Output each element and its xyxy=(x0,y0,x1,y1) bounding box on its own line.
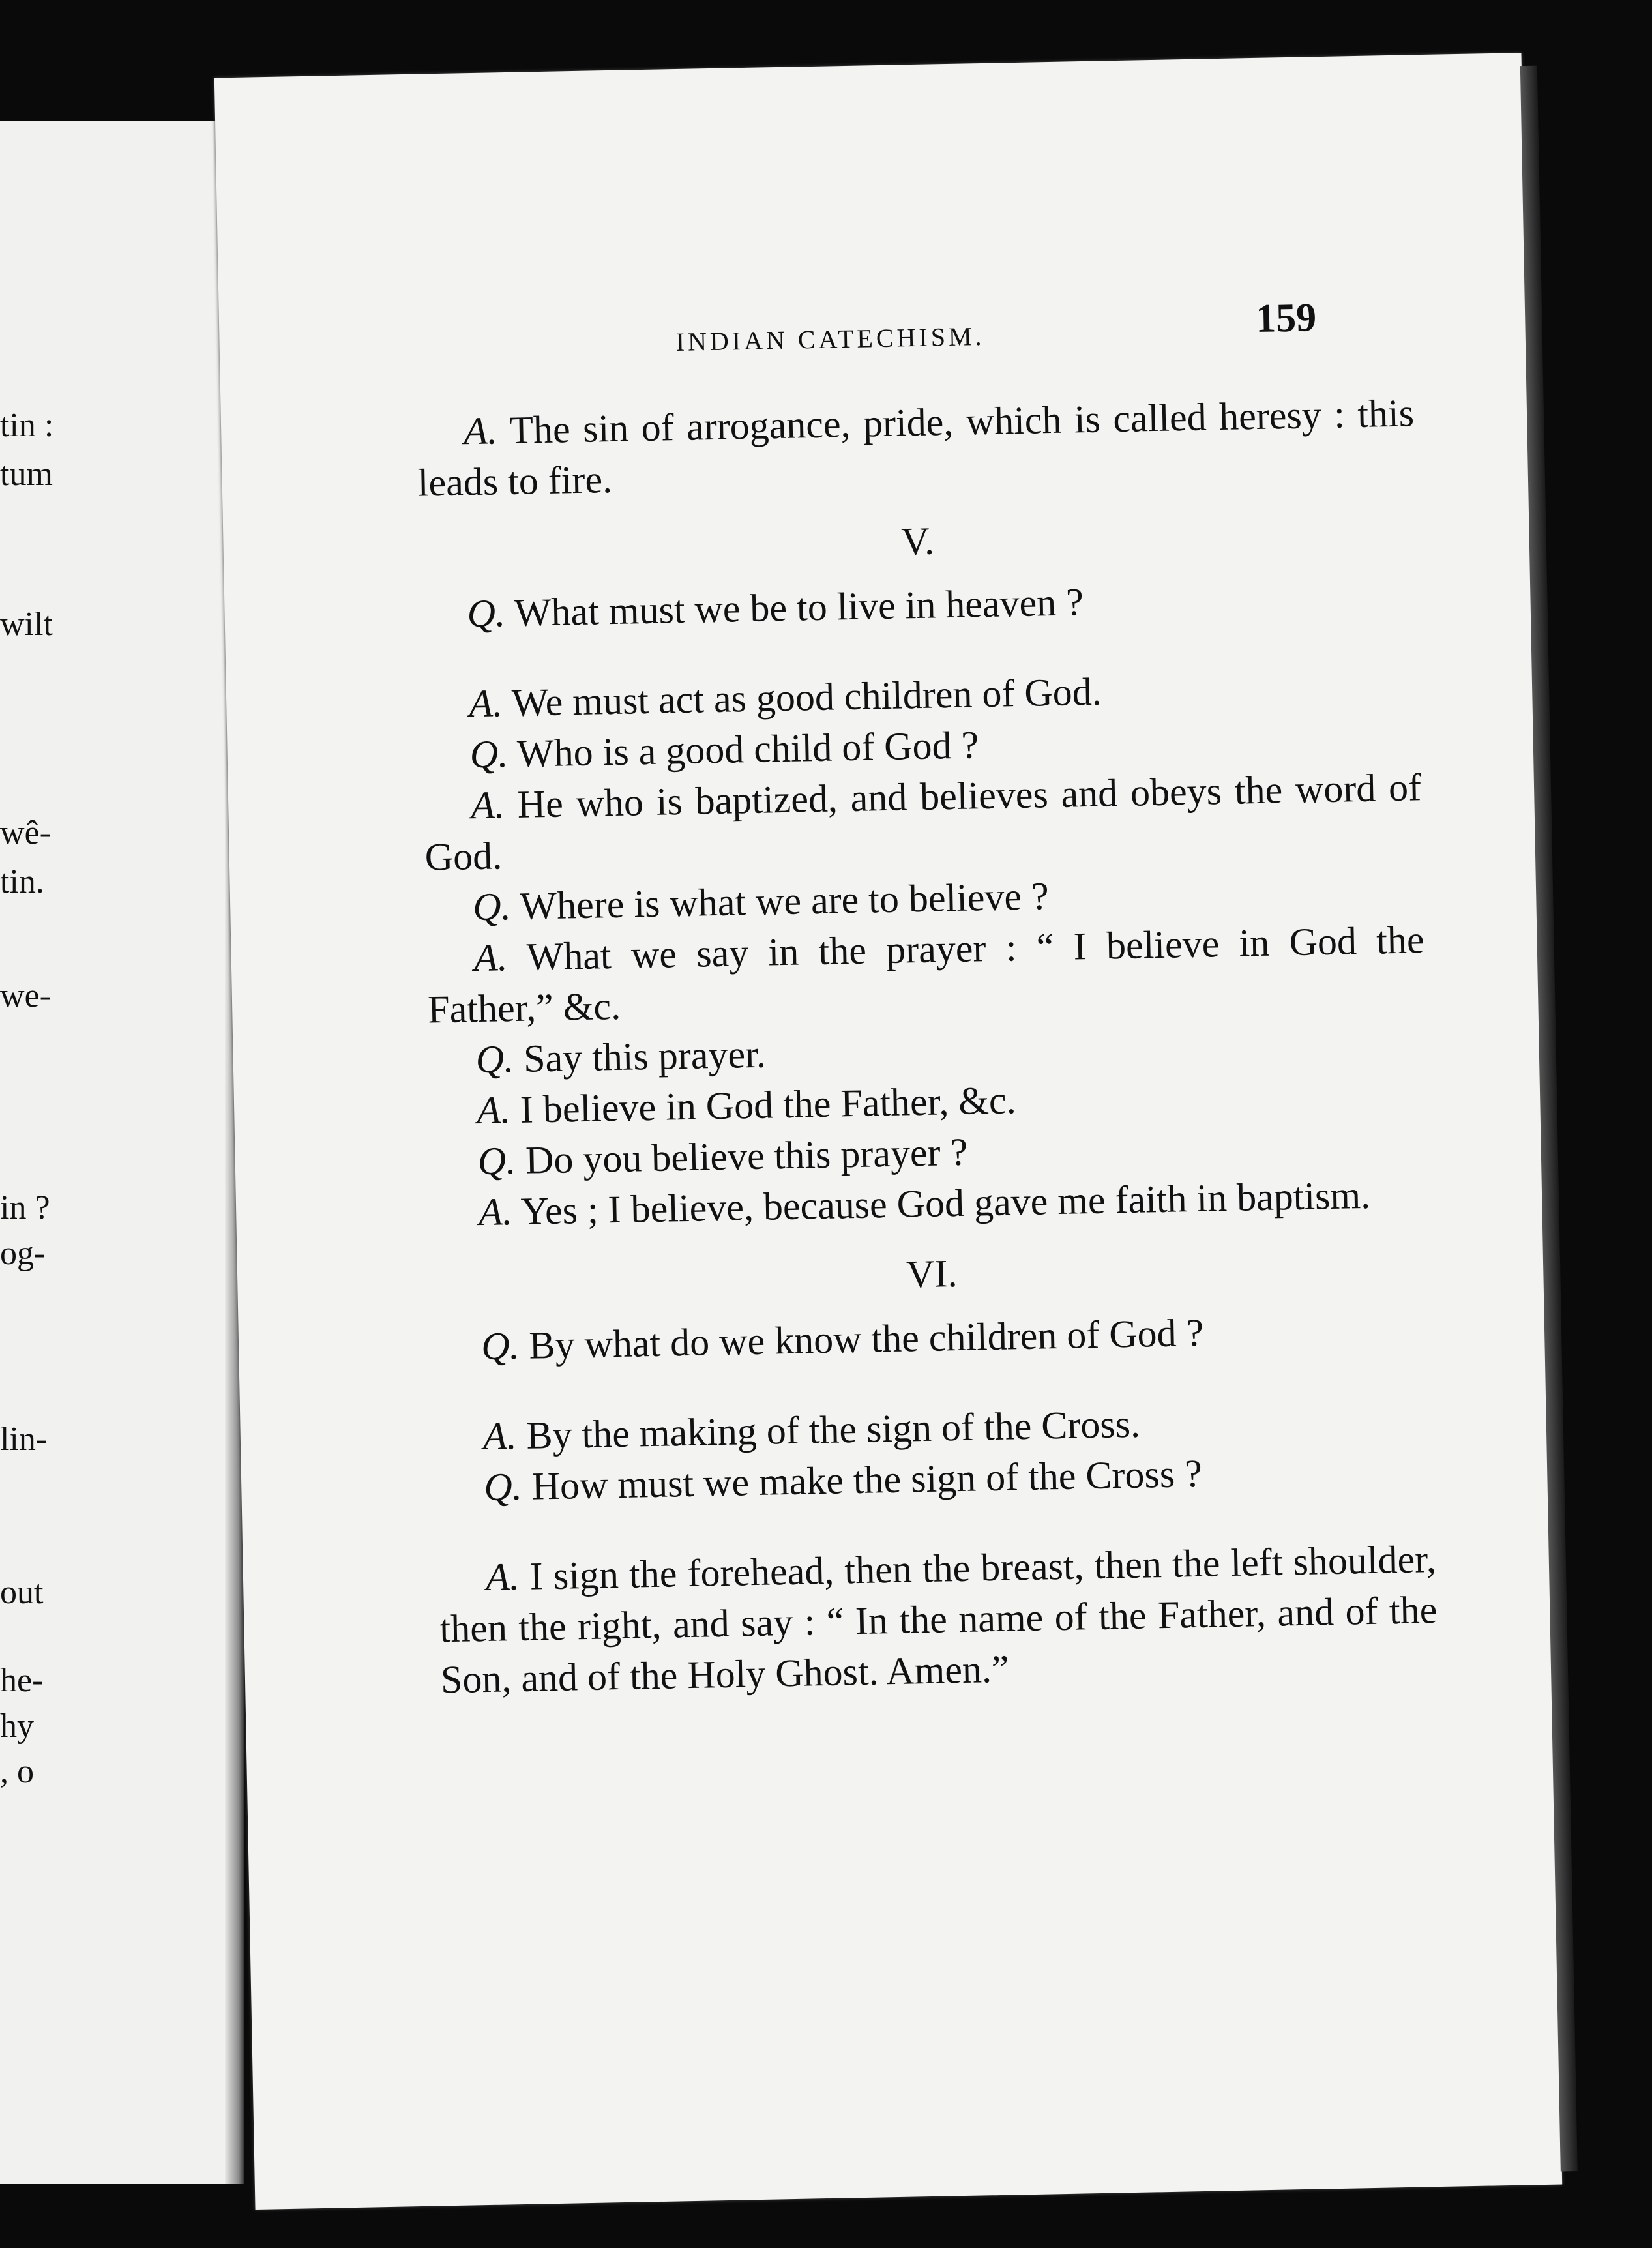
speaker-label: A. xyxy=(482,1414,518,1458)
running-title: INDIAN CATECHISM. xyxy=(675,321,985,357)
speaker-label: A. xyxy=(485,1554,520,1599)
paragraph-text: Who is a good child of God ? xyxy=(516,723,979,775)
left-page-fragment: tin. xyxy=(0,863,44,900)
left-page-fragment: wilt xyxy=(0,606,53,643)
left-page-fragment: wê- xyxy=(0,814,51,851)
paragraph-text: I sign the forehead, then the breast, then the left shoulder, then the right, and say : “ In the name of the Father, and of the Son, and of the Holy Ghost. Amen.” xyxy=(439,1537,1438,1702)
page-edge xyxy=(1520,66,1578,2172)
paragraph-text: Say this prayer. xyxy=(523,1032,767,1080)
left-page-fragment: we- xyxy=(0,977,51,1014)
left-page xyxy=(0,121,244,2184)
section-heading: V. xyxy=(900,519,935,563)
speaker-label: Q. xyxy=(467,591,506,636)
left-page-fragment: lin- xyxy=(0,1421,48,1458)
paragraph-text: By the making of the sign of the Cross. xyxy=(525,1402,1141,1457)
left-page-fragment: hy xyxy=(0,1708,34,1745)
paragraph xyxy=(434,1303,1432,1372)
paragraph-text: I believe in God the Father, &c. xyxy=(520,1078,1017,1131)
speaker-label: Q. xyxy=(475,1037,514,1082)
speaker-label: Q. xyxy=(477,1138,516,1183)
speaker-label: Q. xyxy=(472,885,512,929)
left-page-fragment: he- xyxy=(0,1662,44,1699)
paragraph-text: What must we be to live in heaven ? xyxy=(514,580,1084,634)
paragraph-text: The sin of arrogance, pride, which is called heresy : this leads to fire. xyxy=(417,391,1415,505)
paragraph-text: Yes ; I believe, because God gave me faith in baptism. xyxy=(520,1173,1371,1233)
section-heading: VI. xyxy=(906,1252,958,1296)
left-page-fragment: , o xyxy=(0,1753,34,1790)
left-page-fragment: tin : xyxy=(0,407,54,444)
paragraph-text: What we say in the prayer : “ I believe in God the Father,” &c. xyxy=(427,918,1425,1031)
paragraph xyxy=(420,570,1418,640)
speaker-label: A. xyxy=(463,409,498,453)
left-page-fragment: tum xyxy=(0,456,53,493)
speaker-label: Q. xyxy=(480,1324,520,1368)
speaker-label: A. xyxy=(468,681,503,726)
paragraph xyxy=(424,762,1423,882)
left-page-fragment: og- xyxy=(0,1235,46,1272)
paragraph-text: He who is baptized, and believes and obeys the word of God. xyxy=(424,765,1422,879)
right-page xyxy=(214,53,1562,2210)
paragraph xyxy=(426,914,1426,1035)
paragraph-text: How must we make the sign of the Cross ? xyxy=(531,1451,1203,1508)
speaker-label: Q. xyxy=(483,1464,523,1509)
paragraph-text: Where is what we are to believe ? xyxy=(519,874,1050,928)
speaker-label: A. xyxy=(478,1190,513,1234)
speaker-label: A. xyxy=(473,936,509,980)
paragraph-text: We must act as good children of God. xyxy=(511,670,1102,724)
paragraph-text: Do you believe this prayer ? xyxy=(525,1130,968,1182)
paragraph xyxy=(417,387,1416,508)
left-page-fragment: in ? xyxy=(0,1189,50,1226)
paragraph xyxy=(438,1533,1438,1705)
speaker-label: Q. xyxy=(469,732,509,776)
paragraph-text: By what do we know the children of God ? xyxy=(528,1310,1204,1367)
speaker-label: A. xyxy=(470,783,505,827)
left-page-fragment: out xyxy=(0,1574,44,1611)
page-body xyxy=(417,387,1439,1705)
speaker-label: A. xyxy=(476,1088,511,1132)
page-number: 159 xyxy=(1255,295,1317,341)
